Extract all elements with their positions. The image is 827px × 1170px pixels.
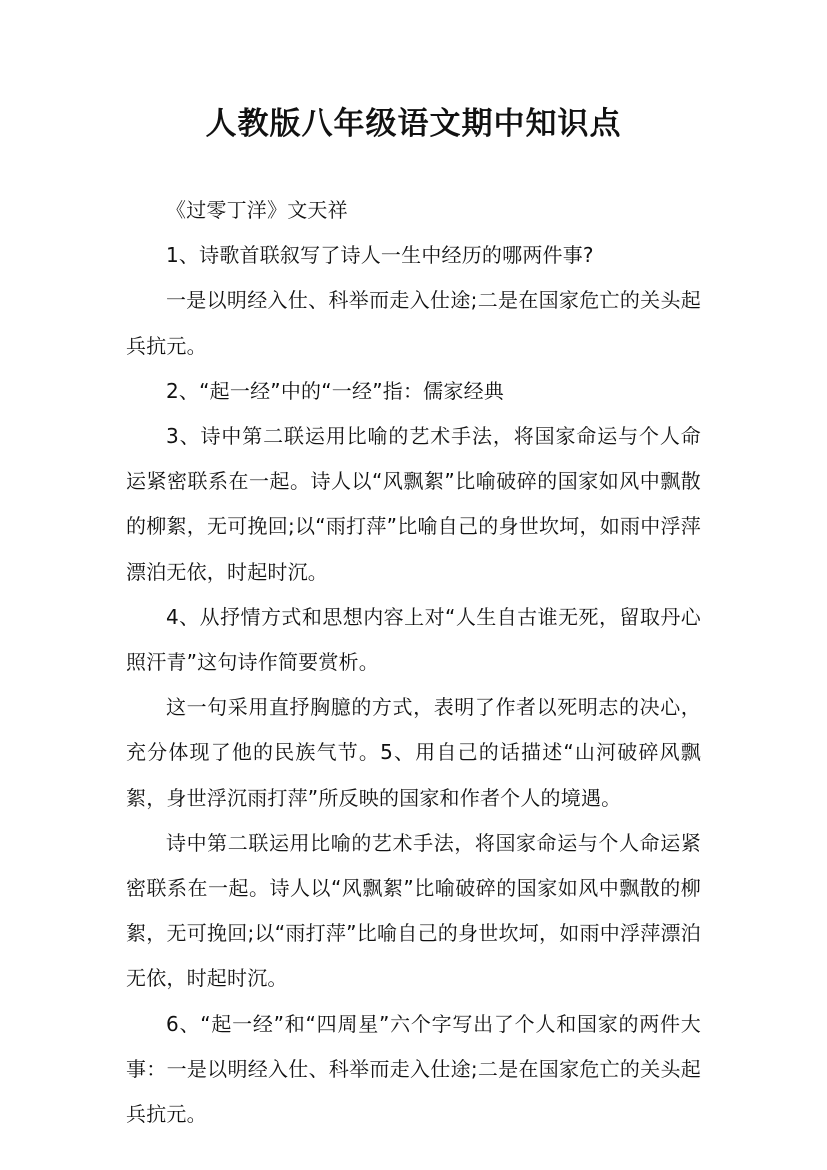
paragraph-poem-heading: 《过零丁洋》文天祥: [166, 198, 348, 222]
paragraph-question-4: 4、从抒情方式和思想内容上对“人生自古谁无死，留取丹心照汗青”这句诗作简要赏析。: [126, 604, 701, 675]
paragraph-answer-4-question-5: 这一句采用直抒胸臆的方式，表明了作者以死明志的决心，充分体现了他的民族气节。5、用自己的话描述“山河破碎风飘絮，身世浮沉雨打萍”所反映的国家和作者个人的境遇。: [126, 695, 701, 810]
paragraph-question-6: 6、“起一经”和“四周星”六个字写出了个人和国家的两件大事：一是以明经入仕、科举而走入仕途;二是在国家危亡的关头起兵抗元。: [126, 1011, 701, 1127]
paragraph-answer-1: 一是以明经入仕、科举而走入仕途;二是在国家危亡的关头起兵抗元。: [126, 288, 701, 358]
paragraph-question-3: 3、诗中第二联运用比喻的艺术手法，将国家命运与个人命运紧密联系在一起。诗人以“风飘絮”比喻破碎的国家如风中飘散的柳絮，无可挽回;以“雨打萍”比喻自己的身世坎坷，如雨中浮萍漂泊无依，时起时沉。: [126, 424, 701, 584]
paragraph-question-2: 2、“起一经”中的“一经”指：儒家经典: [166, 378, 504, 403]
document-body: [126, 188, 701, 1137]
paragraph-question-1: 1、诗歌首联叙写了诗人一生中经历的哪两件事?: [166, 243, 594, 268]
paragraph-answer-5: 诗中第二联运用比喻的艺术手法，将国家命运与个人命运紧密联系在一起。诗人以“风飘絮”比喻破碎的国家如风中飘散的柳絮，无可挽回;以“雨打萍”比喻自己的身世坎坷，如雨中浮萍漂泊无依，时起时沉。: [126, 830, 701, 991]
document-title: 人教版八年级语文期中知识点: [205, 106, 622, 142]
